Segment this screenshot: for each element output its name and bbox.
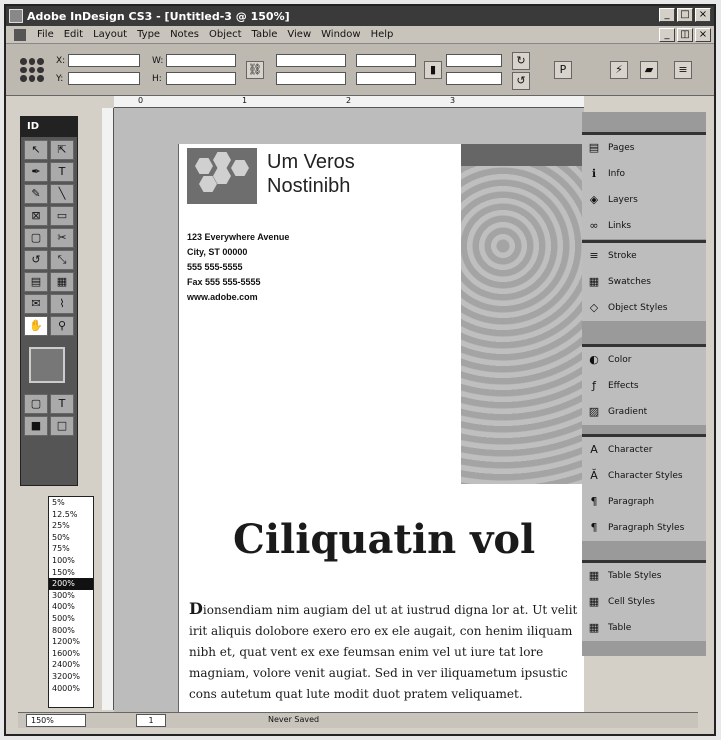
stroke-weight-icon[interactable]: ▮ [424,61,442,79]
normal-view-icon[interactable]: ■ [24,416,48,436]
formatting-container-icon[interactable]: ▢ [24,394,48,414]
gradient-feather-tool-icon[interactable]: ▦ [50,272,74,292]
panel-item-table-styles[interactable] [582,563,706,589]
menu-window[interactable]: Window [321,29,361,40]
contact-block [187,230,289,305]
zoom-option[interactable]: 12.5% [52,509,78,519]
zoom-option[interactable]: 4000% [52,683,80,693]
control-panel [6,44,714,96]
pen-tool-icon[interactable]: ✒ [24,162,48,182]
company-line-1: Um Veros [267,151,355,173]
zoom-option[interactable]: 100% [52,555,75,565]
minimize-button[interactable]: _ [659,8,675,22]
texture-image [461,144,584,484]
panel-group [582,560,706,641]
panel-item-stroke[interactable] [582,243,706,269]
y-label: Y: [56,74,64,84]
document-canvas[interactable] [114,108,584,712]
camera-icon[interactable]: ▰ [640,61,658,79]
constrain-proportions-icon[interactable]: ⛓ [246,61,264,79]
panel-menu-icon[interactable]: ≡ [674,61,692,79]
texture-header-bar [461,144,584,166]
panel-dock [582,112,706,656]
zoom-option[interactable]: 500% [52,613,75,623]
document-icon [14,29,26,41]
zoom-tool-icon[interactable]: ⚲ [50,316,74,336]
rotate-ccw-icon[interactable]: ↺ [512,72,530,90]
selection-tool-icon[interactable]: ↖ [24,140,48,160]
tools-panel [20,116,78,486]
hand-tool-icon[interactable]: ✋ [24,316,48,336]
eyedropper-tool-icon[interactable]: ⌇ [50,294,74,314]
panel-item-info[interactable] [582,161,706,187]
menu-bar [6,26,714,44]
menu-file[interactable]: File [37,29,54,40]
x-field[interactable] [68,54,140,67]
rotate-cw-icon[interactable]: ↻ [512,52,530,70]
panel-item-label: Stroke [608,251,637,261]
panel-item-paragraph-styles[interactable] [582,515,706,541]
info-icon: ℹ [591,167,597,180]
panel-item-label: Info [608,169,626,179]
panel-item-object-styles[interactable] [582,295,706,321]
zoom-option[interactable]: 200% [49,578,93,590]
panel-item-label: Table Styles [608,571,662,581]
scale-tool-icon[interactable]: ⤡ [50,250,74,270]
window-title: Adobe InDesign CS3 - [Untitled-3 @ 150%] [27,9,290,23]
w-field[interactable] [166,54,236,67]
table-styles-icon: ▦ [588,569,600,582]
drop-cap: D [189,599,203,618]
formatting-text-icon[interactable]: T [50,394,74,414]
phone: 555 555-5555 [187,262,243,272]
type-tool-icon[interactable]: T [50,162,74,182]
gradient-tool-icon[interactable]: ▤ [24,272,48,292]
stroke-type-field[interactable] [446,72,502,85]
tool-grid [21,137,77,339]
menu-table[interactable]: Table [251,29,278,40]
preview-view-icon[interactable]: □ [50,416,74,436]
zoom-option[interactable]: 25% [52,521,70,531]
panel-item-label: Paragraph Styles [608,523,685,533]
zoom-option[interactable]: 3200% [52,671,80,681]
w-label: W: [152,56,164,66]
direct-selection-tool-icon[interactable]: ⇱ [50,140,74,160]
rotate-field[interactable] [356,54,416,67]
zoom-option[interactable]: 75% [52,544,70,554]
zoom-option[interactable]: 150% [52,567,75,577]
title-bar [6,6,714,26]
stroke-weight-field[interactable] [446,54,502,67]
panel-item-color[interactable] [582,347,706,373]
lightning-icon[interactable]: ⚡ [610,61,628,79]
object-styles-icon: ◇ [589,301,599,314]
panel-item-label: Color [608,355,632,365]
x-label: X: [56,56,66,66]
zoom-option[interactable]: 50% [52,532,70,542]
company-line-2: Nostinibh [267,175,351,197]
h-label: H: [152,74,162,84]
body-paragraph: ionsendiam nim augiam del ut at iustrud digna lor at. Ut velit irit aliquis dolobore exero ero ex ele augait, con henim iliquam nibh et, quat vent ex exe feumsan enim vel ut iure tat lore magniam, volore venit augiat. Sed in ver iliquametum ipsustic cons autetum quat lute modit duot pratem veliquamet. [189,603,578,701]
gradient-icon: ▨ [588,405,600,418]
scale-y-field[interactable] [276,72,346,85]
panel-item-character[interactable] [582,437,706,463]
y-field[interactable] [68,72,140,85]
panel-item-effects[interactable] [582,373,706,399]
status-zoom-field[interactable]: 150% [26,714,86,727]
character-styles-icon: Ă [590,469,598,482]
vertical-ruler [102,108,114,710]
frame-fitting-icon[interactable]: P [554,61,572,79]
document-page [178,144,584,712]
paragraph-icon: ¶ [590,495,598,508]
panel-item-label: Cell Styles [608,597,655,607]
zoom-option[interactable]: 1200% [52,637,80,647]
zoom-option[interactable]: 300% [52,590,75,600]
rectangle-frame-tool-icon[interactable]: ⊠ [24,206,48,226]
menu-type[interactable]: Type [137,29,161,40]
ruler-mark-2: 2 [346,96,352,105]
panel-item-label: Paragraph [608,497,655,507]
app-icon [9,9,23,23]
pages-icon: ▤ [588,141,600,154]
panel-item-label: Pages [608,143,635,153]
panel-group [582,344,706,425]
panel-item-cell-styles[interactable] [582,589,706,615]
headline: Ciliquatin vol [233,516,536,563]
company-name [267,150,355,198]
panel-item-label: Character Styles [608,471,683,481]
color-icon: ◐ [589,353,599,366]
panel-item-label: Gradient [608,407,648,417]
panel-item-label: Object Styles [608,303,668,313]
panel-item-pages[interactable] [582,135,706,161]
close-button[interactable]: × [695,8,711,22]
stroke-icon: ≡ [589,249,599,262]
reference-point-icon[interactable] [20,58,44,82]
save-status: Never Saved [268,715,320,724]
mode-grid [21,391,77,439]
menu-view[interactable]: View [287,29,312,40]
panel-item-label: Links [608,221,632,231]
panel-item-swatches[interactable] [582,269,706,295]
body-text [189,598,584,705]
address-line-2: City, ST 00000 [187,247,248,257]
zoom-option[interactable]: 1600% [52,648,80,658]
layers-icon: ◈ [589,193,599,206]
status-page-field[interactable]: 1 [136,714,166,727]
menu-notes[interactable]: Notes [170,29,199,40]
menu-layout[interactable]: Layout [93,29,128,40]
scissors-tool-icon[interactable]: ✂ [50,228,74,248]
rectangle-tool-icon[interactable]: ▭ [50,206,74,226]
menu-object[interactable]: Object [208,29,242,40]
note-tool-icon[interactable]: ✉ [24,294,48,314]
swatches-icon: ▦ [588,275,600,288]
panel-item-paragraph[interactable] [582,489,706,515]
status-bar [18,712,698,728]
panel-group [582,240,706,321]
indesign-window [4,4,716,736]
zoom-option[interactable]: 2400% [52,660,80,670]
character-icon: A [590,443,598,456]
panel-item-character-styles[interactable] [582,463,706,489]
rotate-tool-icon[interactable]: ↺ [24,250,48,270]
panel-group [582,434,706,541]
zoom-dropdown-list [48,496,94,708]
panel-item-label: Swatches [608,277,651,287]
horizontal-ruler [114,96,584,108]
panel-item-label: Character [608,445,653,455]
panel-item-gradient[interactable] [582,399,706,425]
paragraph-styles-icon: ¶ [590,521,598,534]
menu-edit[interactable]: Edit [63,29,84,40]
links-icon: ∞ [589,219,599,232]
fax: Fax 555 555-5555 [187,277,261,287]
hexagon-logo [187,148,257,204]
ruler-mark-1: 1 [242,96,248,105]
button-tool-icon[interactable]: ▢ [24,228,48,248]
panel-item-table[interactable] [582,615,706,641]
table-icon: ▦ [588,621,600,634]
zoom-option[interactable]: 5% [52,498,65,507]
scale-x-field[interactable] [276,54,346,67]
panel-item-links[interactable] [582,213,706,239]
shear-field[interactable] [356,72,416,85]
pencil-tool-icon[interactable]: ✎ [24,184,48,204]
menu-help[interactable]: Help [370,29,394,40]
effects-icon: ƒ [592,379,596,392]
doc-minimize-button[interactable]: _ [659,28,675,42]
zoom-option[interactable]: 800% [52,625,75,635]
ruler-mark-0: 0 [138,96,144,105]
website: www.adobe.com [187,292,258,302]
panel-item-label: Table [608,623,632,633]
panel-item-label: Effects [608,381,639,391]
ruler-mark-3: 3 [450,96,456,105]
panel-item-label: Layers [608,195,638,205]
address-line-1: 123 Everywhere Avenue [187,232,290,242]
window-controls [659,8,711,22]
h-field[interactable] [166,72,236,85]
fill-stroke-swatch[interactable] [29,347,65,383]
document-window-controls [659,28,711,42]
panel-group [582,132,706,239]
zoom-option[interactable]: 400% [52,602,75,612]
doc-restore-button[interactable]: ◫ [677,28,693,42]
panel-item-layers[interactable] [582,187,706,213]
cell-styles-icon: ▦ [588,595,600,608]
line-tool-icon[interactable]: ╲ [50,184,74,204]
tools-header: ID [21,117,77,137]
doc-close-button[interactable]: × [695,28,711,42]
maximize-button[interactable]: □ [677,8,693,22]
